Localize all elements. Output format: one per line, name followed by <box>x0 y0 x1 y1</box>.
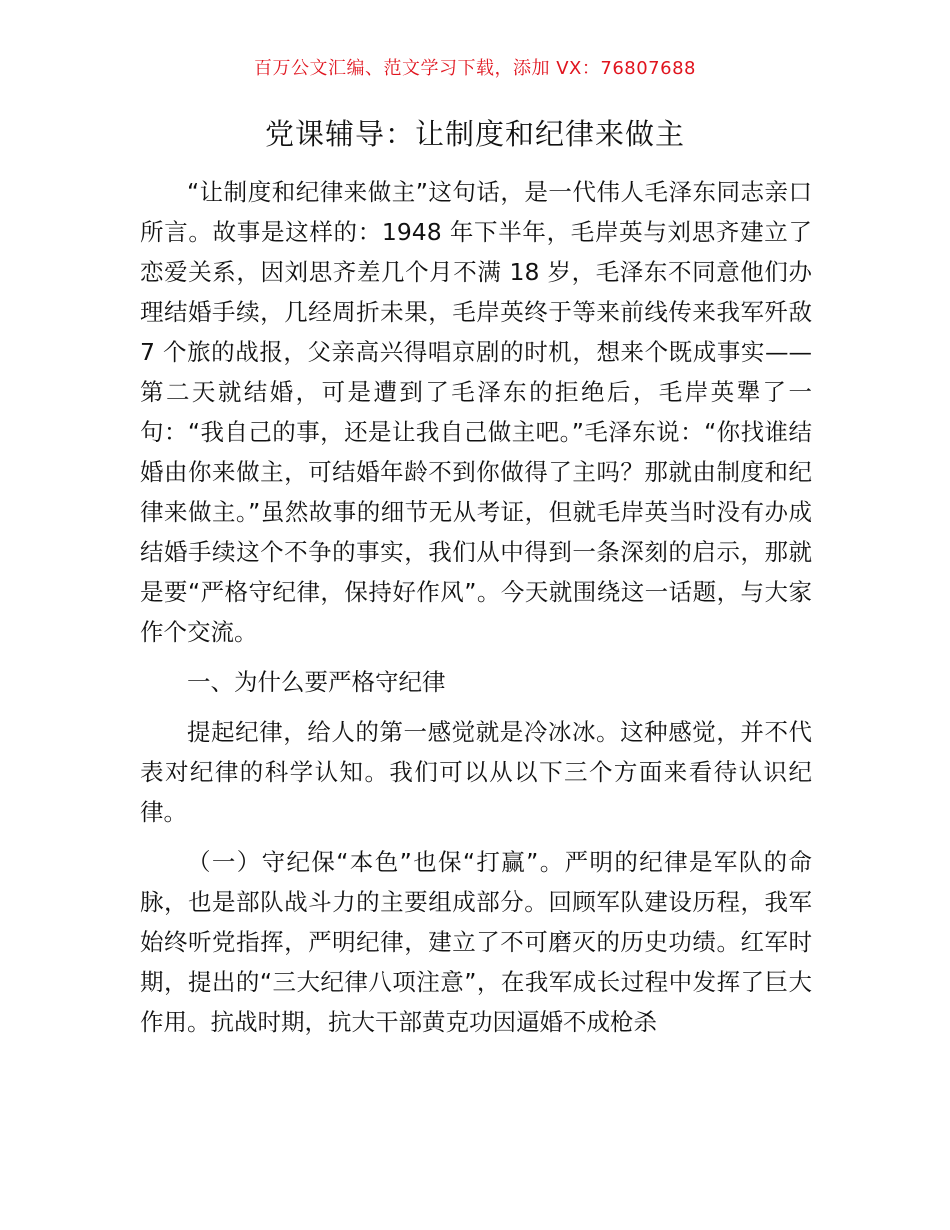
document-title: 党课辅导：让制度和纪律来做主 <box>264 117 685 151</box>
section-heading-1: 一、为什么要严格守纪律 <box>187 668 446 696</box>
document-body <box>140 172 812 1042</box>
paragraph-intro: “让制度和纪律来做主”这句话，是一代伟人毛泽东同志亲口所言。故事是这样的：1948 年下半年，毛岸英与刘思齐建立了恋爱关系，因刘思齐差几个月不满 18 岁，毛泽东不同意他们办理结婚手续，几经周折未果，毛岸英终于等来前线传来我军歼敌 7 个旅的战报，父亲高兴得唱京剧的时机，想来个既成事实——第二天就结婚，可是遭到了毛泽东的拒绝后，毛岸英犟了一句：“我自己的事，还是让我自己做主吧。”毛泽东说：“你找谁结婚由你来做主，可结婚年龄不到你做得了主吗？那就由制度和纪律来做主。”虽然故事的细节无从考证，但就毛岸英当时没有办成结婚手续这个不争的事实，我们从中得到一条深刻的启示，那就是要“严格守纪律，保持好作风”。今天就围绕这一话题，与大家作个交流。 <box>140 178 812 646</box>
watermark-header: 百万公文汇编、范文学习下载，添加 VX：76807688 <box>254 58 696 79</box>
paragraph-subsection-1: （一）守纪保“本色”也保“打赢”。严明的纪律是军队的命脉，也是部队战斗力的主要组成部分。回顾军队建设历程，我军始终听党指挥，严明纪律，建立了不可磨灭的历史功绩。红军时期，提出的“三大纪律八项注意”，在我军成长过程中发挥了巨大作用。抗战时期，抗大干部黄克功因逼婚不成枪杀 <box>140 848 812 1036</box>
paragraph-discipline-perception: 提起纪律，给人的第一感觉就是冷冰冰。这种感觉，并不代表对纪律的科学认知。我们可以从以下三个方面来看待认识纪律。 <box>140 718 812 826</box>
